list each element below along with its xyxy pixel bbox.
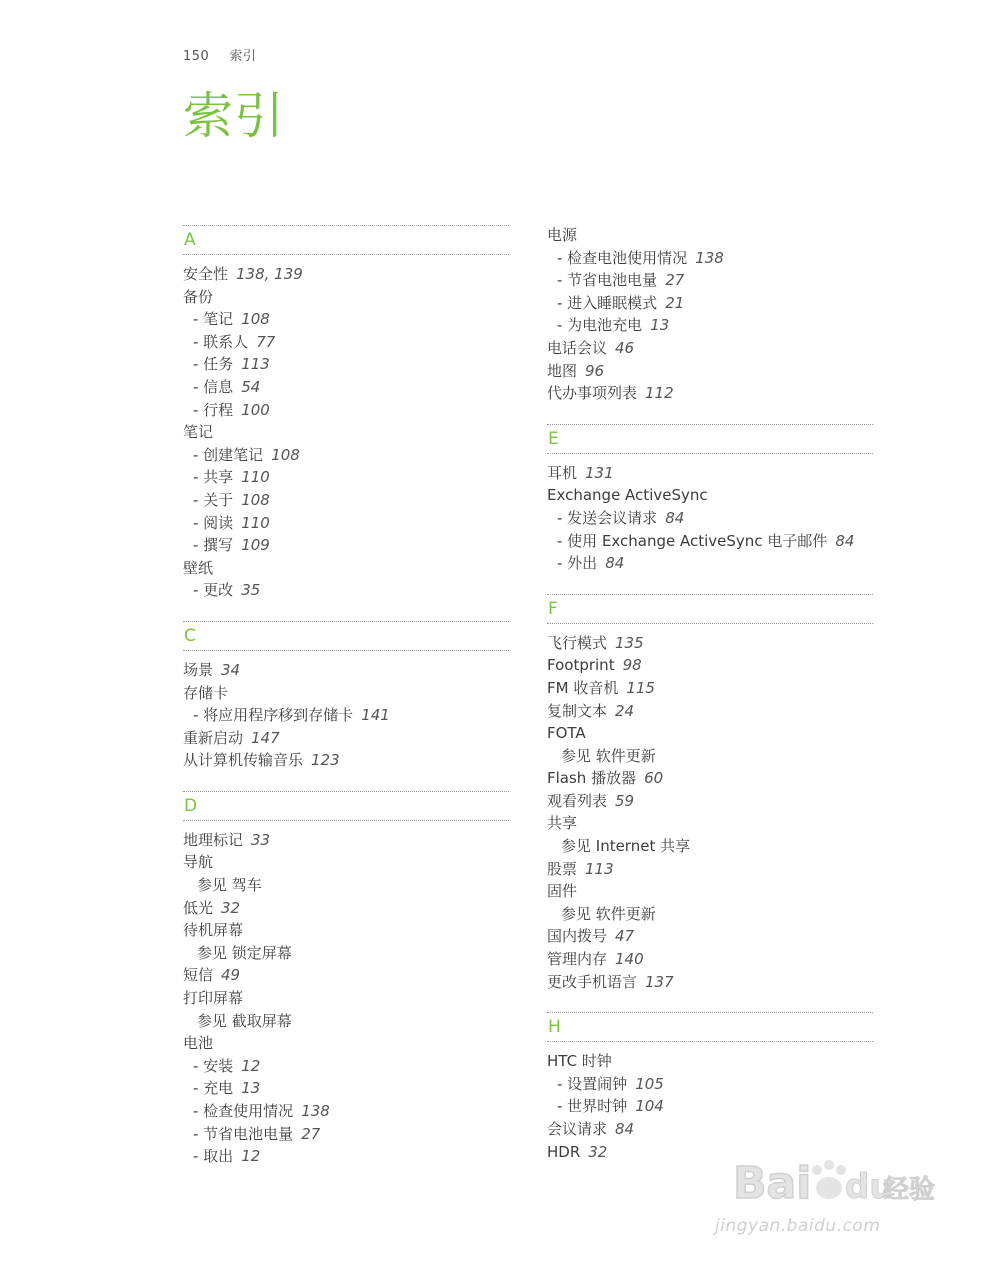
- index-subentry: [183, 376, 509, 399]
- entry-term: HDR: [547, 1142, 581, 1161]
- entry-term: 参见 驾车: [197, 876, 262, 895]
- entry-page-ref: 84: [835, 531, 855, 550]
- entry-term: - 更改: [193, 581, 234, 600]
- index-entry: [547, 382, 873, 405]
- index-entry: [183, 964, 509, 987]
- index-entry: [183, 749, 509, 772]
- section-spacer: [183, 772, 509, 791]
- entry-page-ref: 27: [665, 271, 685, 290]
- entry-page-ref: 32: [588, 1142, 608, 1161]
- index-entry: [547, 1118, 873, 1141]
- index-see-also: [547, 745, 873, 768]
- entry-page-ref: 131: [585, 463, 614, 482]
- index-subentry: [547, 530, 873, 553]
- entry-term: - 世界时钟: [557, 1097, 628, 1116]
- page-number: 150: [183, 49, 210, 64]
- entry-term: 笔记: [183, 423, 214, 442]
- index-subentry: [183, 1055, 509, 1078]
- entry-term: 参见 软件更新: [561, 904, 656, 923]
- index-entry: [547, 700, 873, 723]
- section-spacer: [547, 993, 873, 1012]
- index-entry: [183, 919, 509, 942]
- entry-term: 场景: [183, 660, 214, 679]
- entry-page-ref: 47: [615, 927, 635, 946]
- entry-term: - 进入睡眠模式: [557, 293, 658, 312]
- entry-term: - 安装: [193, 1056, 234, 1075]
- entry-page-ref: 98: [622, 656, 642, 675]
- index-entry: [547, 790, 873, 813]
- section-spacer: [183, 602, 509, 621]
- index-entry: [547, 1050, 873, 1073]
- entry-page-ref: 84: [615, 1120, 635, 1138]
- entry-term: HTC 时钟: [547, 1052, 612, 1071]
- entry-page-ref: 59: [615, 791, 635, 810]
- index-letter-heading: A: [183, 225, 509, 255]
- index-entry: [547, 767, 873, 790]
- index-entry: [183, 557, 509, 580]
- entry-term: 管理内存: [547, 950, 608, 969]
- entry-term: - 节省电池电量: [557, 271, 658, 290]
- entry-page-ref: 113: [241, 355, 270, 374]
- index-column-left: [183, 225, 509, 1168]
- index-entry: [547, 632, 873, 655]
- entry-term: - 行程: [193, 400, 234, 419]
- entry-page-ref: 13: [241, 1079, 261, 1098]
- entry-term: Exchange ActiveSync: [547, 486, 708, 505]
- entry-term: 电话会议: [547, 338, 608, 357]
- entry-term: 国内拨号: [547, 927, 608, 946]
- index-see-also: [183, 874, 509, 897]
- running-head-section: 索引: [229, 49, 257, 64]
- entry-term: 耳机: [547, 463, 578, 482]
- index-entry: [183, 851, 509, 874]
- entry-page-ref: 96: [585, 361, 605, 380]
- entry-term: 更改手机语言: [547, 972, 638, 991]
- index-entry: [547, 948, 873, 971]
- entry-term: 复制文本: [547, 701, 608, 720]
- entry-term: 股票: [547, 859, 578, 878]
- entry-term: 存储卡: [183, 683, 229, 702]
- index-entry: [547, 462, 873, 485]
- entry-page-ref: 49: [221, 966, 241, 985]
- entry-term: 壁纸: [183, 558, 214, 577]
- entry-page-ref: 109: [241, 536, 270, 555]
- baidu-watermark: [715, 1140, 945, 1240]
- index-entry: [183, 682, 509, 705]
- index-subentry: [183, 1123, 509, 1146]
- entry-page-ref: 108: [241, 490, 270, 509]
- svg-text:Bai: Bai: [733, 1158, 812, 1209]
- entry-term: - 检查电池使用情况: [557, 248, 688, 267]
- entry-page-ref: 140: [615, 950, 644, 969]
- entry-term: 共享: [547, 814, 578, 833]
- index-entry: [547, 722, 873, 745]
- index-letter-heading: E: [547, 424, 873, 454]
- entry-term: Flash 播放器: [547, 769, 637, 788]
- index-entry: [547, 224, 873, 247]
- entry-page-ref: 33: [251, 830, 271, 849]
- baidu-jingyan-logo-icon: [733, 1148, 943, 1218]
- index-subentry: [547, 269, 873, 292]
- entry-page-ref: 110: [241, 468, 270, 487]
- index-see-also: [547, 903, 873, 926]
- index-subentry: [183, 704, 509, 727]
- svg-text:经验: 经验: [883, 1175, 936, 1205]
- entry-term: Footprint: [547, 656, 615, 675]
- entry-page-ref: 84: [665, 508, 685, 527]
- entry-term: 低光: [183, 898, 214, 917]
- section-spacer: [547, 575, 873, 594]
- index-entry: [183, 1032, 509, 1055]
- index-letter-heading: D: [183, 791, 509, 821]
- entry-page-ref: 108: [241, 310, 270, 329]
- index-see-also: [183, 942, 509, 965]
- entry-term: - 外出: [557, 554, 598, 573]
- entry-page-ref: 46: [615, 338, 635, 357]
- entry-term: - 使用 Exchange ActiveSync 电子邮件: [557, 531, 828, 550]
- entry-page-ref: 105: [635, 1074, 664, 1093]
- entry-page-ref: 13: [650, 316, 670, 335]
- entry-page-ref: 84: [605, 554, 625, 573]
- entry-term: 地理标记: [183, 830, 244, 849]
- index-subentry: [547, 1095, 873, 1118]
- index-entry: [547, 971, 873, 994]
- entry-term: - 检查使用情况: [193, 1102, 294, 1120]
- index-entry: [547, 858, 873, 881]
- entry-term: 参见 锁定屏幕: [197, 943, 292, 962]
- entry-term: - 发送会议请求: [557, 508, 658, 527]
- entry-term: 参见 软件更新: [561, 746, 656, 765]
- entry-page-ref: 138: [695, 248, 724, 267]
- entry-page-ref: 123: [311, 751, 340, 770]
- index-subentry: [183, 1100, 509, 1123]
- entry-term: - 创建笔记: [193, 445, 264, 464]
- index-entry: [183, 829, 509, 852]
- index-subentry: [183, 466, 509, 489]
- entry-term: FM 收音机: [547, 678, 619, 697]
- entry-page-ref: 35: [241, 581, 261, 600]
- entry-page-ref: 54: [241, 377, 261, 396]
- index-entry: [183, 263, 509, 286]
- svg-text:du: du: [845, 1167, 894, 1207]
- entry-term: 电池: [183, 1034, 214, 1053]
- watermark-url: jingyan.baidu.com: [715, 1216, 881, 1236]
- index-subentry: [183, 331, 509, 354]
- entry-page-ref: 77: [256, 332, 276, 351]
- index-letter-heading: C: [183, 621, 509, 651]
- index-see-also: [547, 835, 873, 858]
- index-subentry: [183, 579, 509, 602]
- entry-page-ref: 138, 139: [236, 265, 303, 283]
- index-subentry: [547, 292, 873, 315]
- index-subentry: [183, 512, 509, 535]
- index-entry: [183, 286, 509, 309]
- entry-page-ref: 112: [645, 384, 674, 403]
- entry-page-ref: 27: [301, 1124, 321, 1143]
- index-subentry: [183, 399, 509, 422]
- entry-term: 从计算机传输音乐: [183, 751, 304, 770]
- entry-page-ref: 100: [241, 400, 270, 419]
- entry-page-ref: 60: [644, 769, 664, 788]
- entry-page-ref: 24: [615, 701, 635, 720]
- index-entry: [183, 987, 509, 1010]
- entry-page-ref: 32: [221, 898, 241, 917]
- entry-page-ref: 115: [626, 678, 655, 697]
- page-title: 索引: [183, 87, 285, 145]
- index-letter-heading: H: [547, 1012, 873, 1042]
- entry-term: 代办事项列表: [547, 384, 638, 403]
- entry-term: - 共享: [193, 468, 234, 487]
- entry-term: - 联系人: [193, 332, 249, 351]
- index-entry: [547, 654, 873, 677]
- entry-page-ref: 138: [301, 1102, 330, 1120]
- entry-term: 电源: [547, 226, 578, 244]
- index-entry: [183, 897, 509, 920]
- index-entry: [183, 727, 509, 750]
- entry-term: 导航: [183, 853, 214, 872]
- index-entry: [183, 659, 509, 682]
- entry-term: 短信: [183, 966, 214, 985]
- index-subentry: [547, 552, 873, 575]
- entry-term: 地图: [547, 361, 578, 380]
- index-entry: [547, 360, 873, 383]
- index-entry: [547, 880, 873, 903]
- entry-page-ref: 12: [241, 1056, 261, 1075]
- entry-term: 观看列表: [547, 791, 608, 810]
- index-subentry: [183, 1145, 509, 1168]
- index-subentry: [547, 247, 873, 270]
- entry-term: - 信息: [193, 377, 234, 396]
- index-subentry: [547, 1073, 873, 1096]
- entry-page-ref: 147: [251, 728, 280, 747]
- index-subentry: [183, 444, 509, 467]
- entry-term: - 节省电池电量: [193, 1124, 294, 1143]
- entry-term: 参见 Internet 共享: [561, 837, 691, 856]
- entry-term: 重新启动: [183, 728, 244, 747]
- section-spacer: [547, 405, 873, 424]
- entry-term: FOTA: [547, 724, 586, 743]
- entry-term: 安全性: [183, 265, 229, 283]
- entry-page-ref: 21: [665, 293, 685, 312]
- entry-term: 参见 截取屏幕: [197, 1011, 292, 1030]
- entry-term: - 设置闹钟: [557, 1074, 628, 1093]
- entry-term: 打印屏幕: [183, 989, 244, 1008]
- entry-term: - 为电池充电: [557, 316, 643, 335]
- index-subentry: [183, 1077, 509, 1100]
- index-subentry: [547, 507, 873, 530]
- entry-term: - 撰写: [193, 536, 234, 555]
- entry-page-ref: 108: [271, 445, 300, 464]
- index-entry: [547, 484, 873, 507]
- index-subentry: [183, 534, 509, 557]
- index-subentry: [183, 489, 509, 512]
- index-entry: [547, 812, 873, 835]
- entry-page-ref: 12: [241, 1147, 261, 1166]
- entry-page-ref: 104: [635, 1097, 664, 1116]
- entry-term: 会议请求: [547, 1120, 608, 1138]
- entry-term: - 充电: [193, 1079, 234, 1098]
- running-head: [183, 45, 256, 64]
- index-subentry: [183, 308, 509, 331]
- entry-term: - 关于: [193, 490, 234, 509]
- index-see-also: [183, 1010, 509, 1033]
- index-entry: [547, 925, 873, 948]
- index-entry: [183, 421, 509, 444]
- entry-term: - 阅读: [193, 513, 234, 532]
- index-letter-heading: F: [547, 594, 873, 624]
- entry-page-ref: 135: [615, 633, 644, 652]
- index-subentry: [183, 353, 509, 376]
- index-subentry: [547, 314, 873, 337]
- index-column-right: [547, 224, 873, 1163]
- index-entry: [547, 337, 873, 360]
- entry-page-ref: 137: [645, 972, 674, 991]
- entry-term: - 任务: [193, 355, 234, 374]
- index-entry: [547, 677, 873, 700]
- entry-term: - 将应用程序移到存储卡: [193, 706, 354, 725]
- entry-page-ref: 110: [241, 513, 270, 532]
- entry-term: 固件: [547, 882, 578, 901]
- entry-page-ref: 141: [361, 706, 390, 725]
- entry-term: - 笔记: [193, 310, 234, 329]
- entry-term: 备份: [183, 287, 214, 306]
- entry-term: 飞行模式: [547, 633, 608, 652]
- entry-page-ref: 34: [221, 660, 241, 679]
- entry-term: - 取出: [193, 1147, 234, 1166]
- entry-page-ref: 113: [585, 859, 614, 878]
- entry-term: 待机屏幕: [183, 921, 244, 940]
